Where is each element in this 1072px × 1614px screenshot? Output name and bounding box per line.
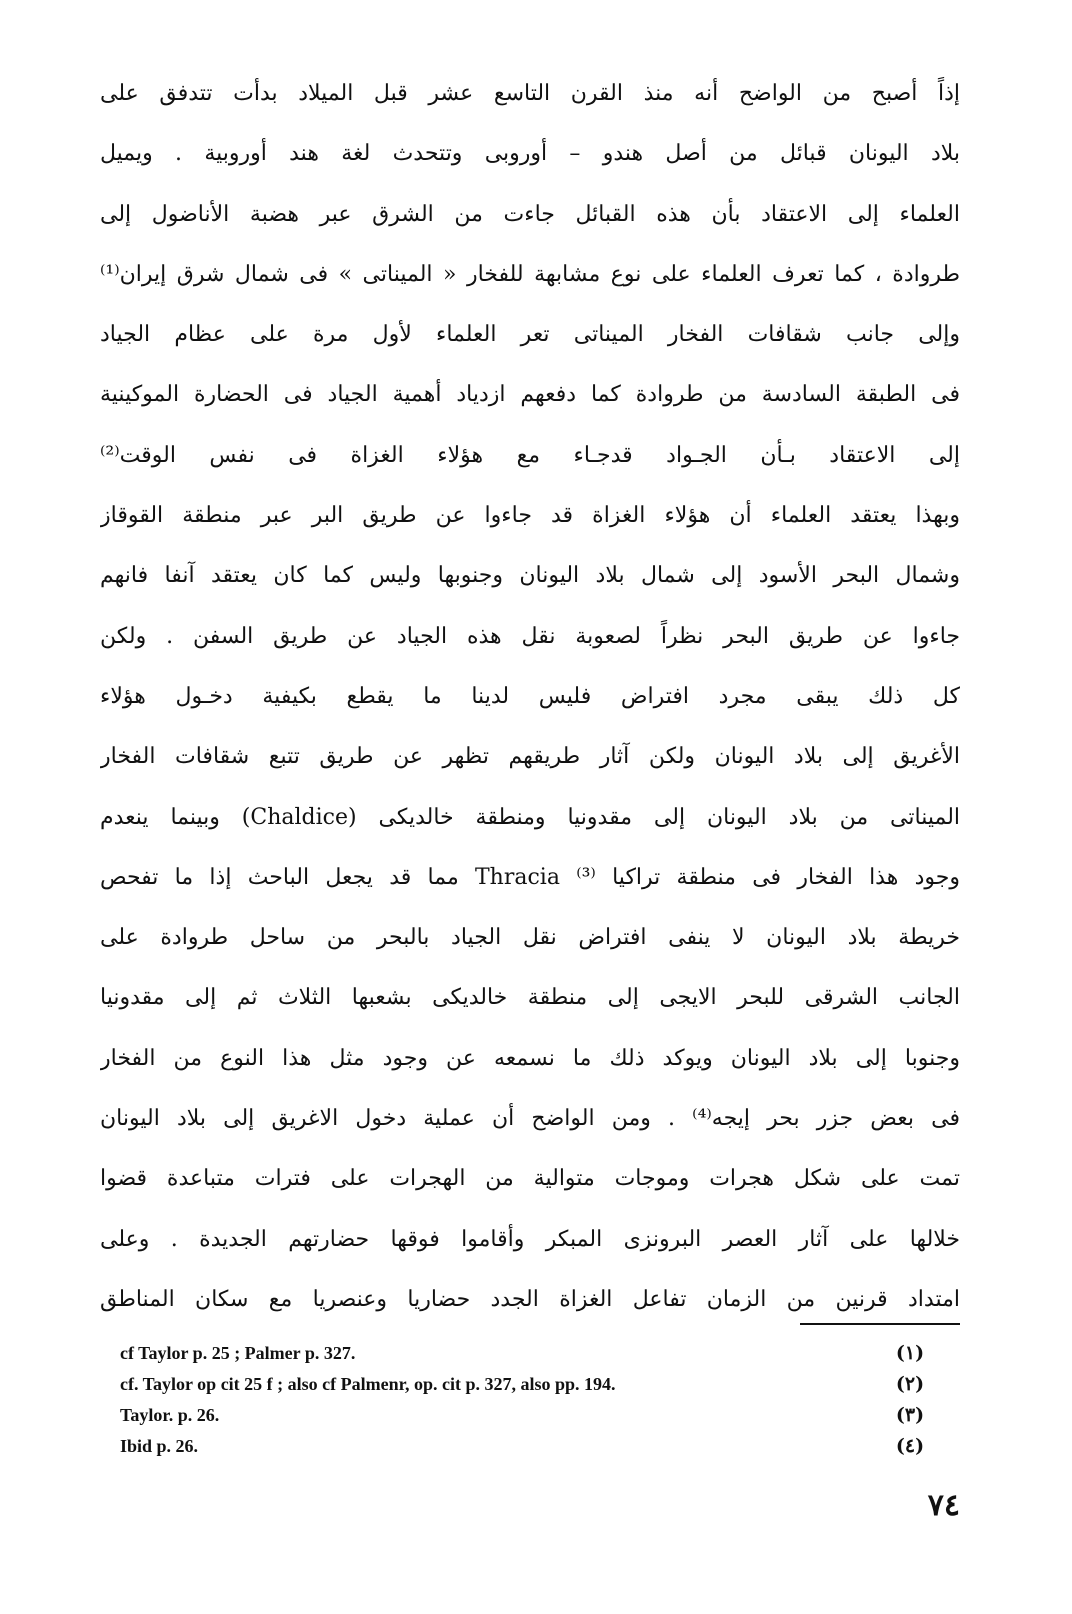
body-line: الجانب الشرقى للبحر الايجى إلى منطقة خالديكى بشعبها الثلاث ثم إلى مقدونيا bbox=[100, 985, 960, 1011]
body-line: إذاً أصبح من الواضح أنه منذ القرن التاسع عشر قبل الميلاد بدأت تتدفق على bbox=[100, 81, 960, 106]
body-line: خلالها على آثار العصر البرونزى المبكر وأقاموا فوقها حضارتهم الجديدة . وعلى bbox=[100, 1226, 960, 1252]
body-line: طروادة ، كما تعرف العلماء على نوع مشابهة للفخار « الميناتى » فى شمال شرق إيران⁽¹⁾ bbox=[100, 261, 960, 287]
body-line: كل ذلك يبقى مجرد افتراض فليس لدينا ما يقطع بكيفية دخـول هؤلاء bbox=[100, 683, 960, 709]
body-line: جاءوا عن طريق البحر نظراً لصعوبة نقل هذه الجياد عن طريق السفن . ولكن bbox=[100, 623, 960, 649]
page-number: ٧٤ bbox=[927, 1488, 960, 1523]
footnote-number: (٣) bbox=[895, 1404, 925, 1426]
body-line: الميناتى من بلاد اليونان إلى مقدونيا ومنطقة خالديكى (Chaldice) وبينما ينعدم bbox=[100, 804, 960, 830]
body-line: تمت على شكل هجرات وموجات متوالية من الهجرات على فترات متباعدة قضوا bbox=[100, 1166, 960, 1192]
footnote bbox=[120, 1400, 925, 1431]
footnote bbox=[120, 1338, 925, 1369]
footnote bbox=[120, 1431, 925, 1462]
footnote-number: (٤) bbox=[895, 1435, 925, 1457]
body-line: وجود هذا الفخار فى منطقة تراكيا Thracia ⁽³⁾ مما قد يجعل الباحث إذا ما تفحص bbox=[100, 864, 960, 890]
footnote-text: Ibid p. 26. bbox=[120, 1436, 199, 1456]
footnote-separator bbox=[800, 1323, 960, 1325]
body-line: امتداد قرنين من الزمان تفاعل الغزاة الجدد حضاريا وعنصريا مع سكان المناطق bbox=[100, 1286, 960, 1312]
body-line: فى بعض جزر بحر إيجه⁽⁴⁾ . ومن الواضح أن عملية دخول الاغريق إلى بلاد اليونان bbox=[100, 1106, 960, 1132]
footnote-number: (٢) bbox=[895, 1373, 925, 1395]
body-line: فى الطبقة السادسة من طروادة كما دفعهم ازدياد أهمية الجياد فى الحضارة الموكينية bbox=[100, 382, 960, 408]
body-line: العلماء إلى الاعتقاد بأن هذه القبائل جاءت من الشرق عبر هضبة الأناضول إلى bbox=[100, 201, 960, 227]
footnote-number: (١) bbox=[895, 1342, 925, 1364]
body-line: وإلى جانب شقافات الفخار الميناتى تعر العلماء لأول مرة على عظام الجياد bbox=[100, 322, 960, 348]
body-line: بلاد اليونان قبائل من أصل هندو – أوروبى وتتحدث لغة هند أوروبية . ويميل bbox=[100, 141, 960, 167]
footnote-text: cf Taylor p. 25 ; Palmer p. 327. bbox=[120, 1343, 356, 1363]
footnote-text: Taylor. p. 26. bbox=[120, 1405, 220, 1425]
body-line: وشمال البحر الأسود إلى شمال بلاد اليونان وجنوبها وليس كما كان يعتقد آنفا فانهم bbox=[100, 563, 960, 589]
body-line: وبهذا يعتقد العلماء أن هؤلاء الغزاة قد جاءوا عن طريق البر عبر منطقة القوقاز bbox=[100, 503, 960, 529]
body-line: إلى الاعتقاد بـأن الجـواد قدجـاء مع هؤلاء الغزاة فى نفس الوقت⁽²⁾ bbox=[100, 442, 960, 468]
body-line: الأغريق إلى بلاد اليونان ولكن آثار طريقهم تظهر عن طريق تتبع شقافات الفخار bbox=[100, 744, 960, 770]
body-line: وجنوبا إلى بلاد اليونان ويوكد ذلك ما نسمعه عن وجود مثل هذا النوع من الفخار bbox=[100, 1045, 960, 1071]
footnote bbox=[120, 1369, 925, 1400]
footnote-text: cf. Taylor op cit 25 f ; also cf Palmenr, op. cit p. 327, also pp. 194. bbox=[120, 1374, 616, 1394]
body-text bbox=[100, 64, 960, 1330]
footnotes bbox=[120, 1338, 925, 1462]
body-line: خريطة بلاد اليونان لا ينفى افتراض نقل الجياد بالبحر من ساحل طروادة على bbox=[100, 925, 960, 951]
